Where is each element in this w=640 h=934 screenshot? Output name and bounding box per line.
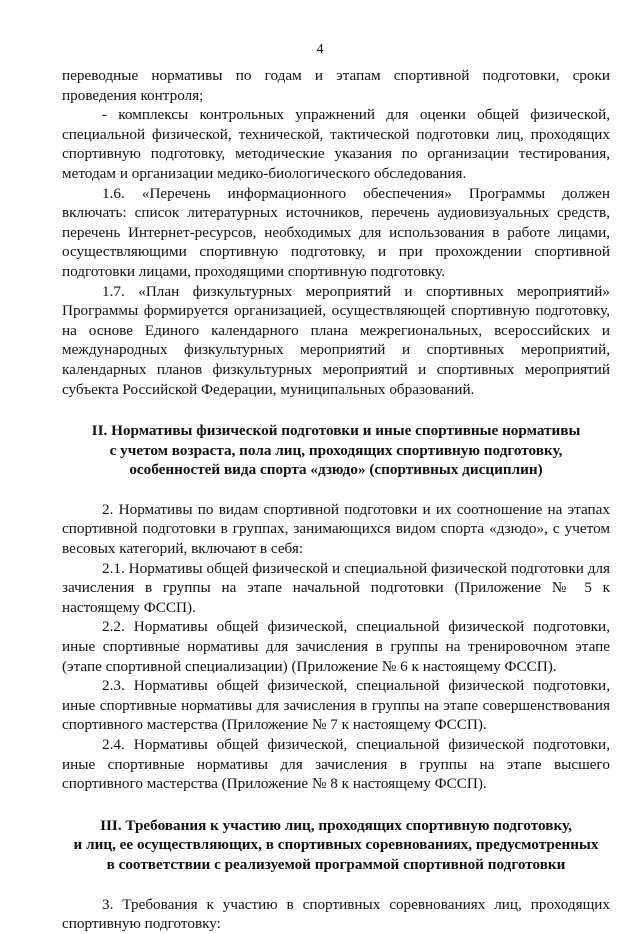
section-heading-3 <box>62 816 610 875</box>
heading-line: III. Требования к участию лиц, проходящих спортивную подготовку, <box>100 816 572 834</box>
heading-line: II. Нормативы физической подготовки и иные спортивные нормативы <box>91 422 581 440</box>
paragraph: - комплексы контрольных упражнений для оценки общей физической, специальной физической, технической, тактической подготовки лиц, проходящих спортивную подготовку, методические указания по организации тестирования, методам и организации медико-биологического обследования. <box>62 106 610 182</box>
paragraph: 1.6. «Перечень информационного обеспечения» Программы должен включать: список литературных источников, перечень аудиовизуальных средств, перечень Интернет-ресурсов, необходимых для использования в работе лицами, осуществляющими спортивную подготовку, и при прохождении спортивной подготовки лицами, проходящими спортивную подготовку. <box>62 184 610 280</box>
heading-line: в соответствии с реализуемой программой спортивной подготовки <box>106 855 566 873</box>
paragraph: 2.2. Нормативы общей физической, специальной физической подготовки, иные спортивные нормативы для зачисления в группы на тренировочном этапе (этапе спортивной специализации) (Приложение № 6 к настоящему ФССП). <box>62 618 610 675</box>
paragraph: 1.7. «План физкультурных мероприятий и спортивных мероприятий» Программы формируется организацией, осуществляющей спортивную подготовку, на основе Единого календарного плана межрегиональных, всероссийских и международных физкультурных мероприятий и спортивных мероприятий, календарных планов физкультурных мероприятий и спортивных мероприятий субъекта Российской Федерации, муниципальных образований. <box>62 282 610 398</box>
heading-line: и лиц, ее осуществляющих, в спортивных соревнованиях, предусмотренных <box>73 836 599 854</box>
heading-line: с учетом возраста, пола лиц, проходящих спортивную подготовку, <box>109 441 563 459</box>
page-number: 4 <box>316 42 324 57</box>
document-body <box>62 66 610 934</box>
paragraph: 2. Нормативы по видам спортивной подготовки и их соотношение на этапах спортивной подготовки в группах, занимающихся видом спорта «дзюдо», с учетом весовых категорий, включают в себя: <box>62 500 610 558</box>
section-heading-2 <box>62 421 610 480</box>
heading-line: особенностей вида спорта «дзюдо» (спортивных дисциплин) <box>129 461 543 479</box>
paragraph: переводные нормативы по годам и этапам спортивной подготовки, сроки проведения контроля; <box>62 67 610 104</box>
paragraph: 2.4. Нормативы общей физической, специальной физической подготовки, иные спортивные нормативы для зачисления в группы на этапе высшего спортивного мастерства (Приложение № 8 к настоящему ФССП). <box>62 736 610 793</box>
paragraph: 3. Требования к участию в спортивных соревнованиях лиц, проходящих спортивную подготовку: <box>62 895 610 933</box>
paragraph: 2.3. Нормативы общей физической, специальной физической подготовки, иные спортивные нормативы для зачисления в группы на этапе совершенствования спортивного мастерства (Приложение № 7 к настоящему ФССП). <box>62 677 610 734</box>
paragraph: 2.1. Нормативы общей физической и специальной физической подготовки для зачисления в группы на этапе начальной подготовки (Приложение № 5 к настоящему ФССП). <box>62 559 610 616</box>
